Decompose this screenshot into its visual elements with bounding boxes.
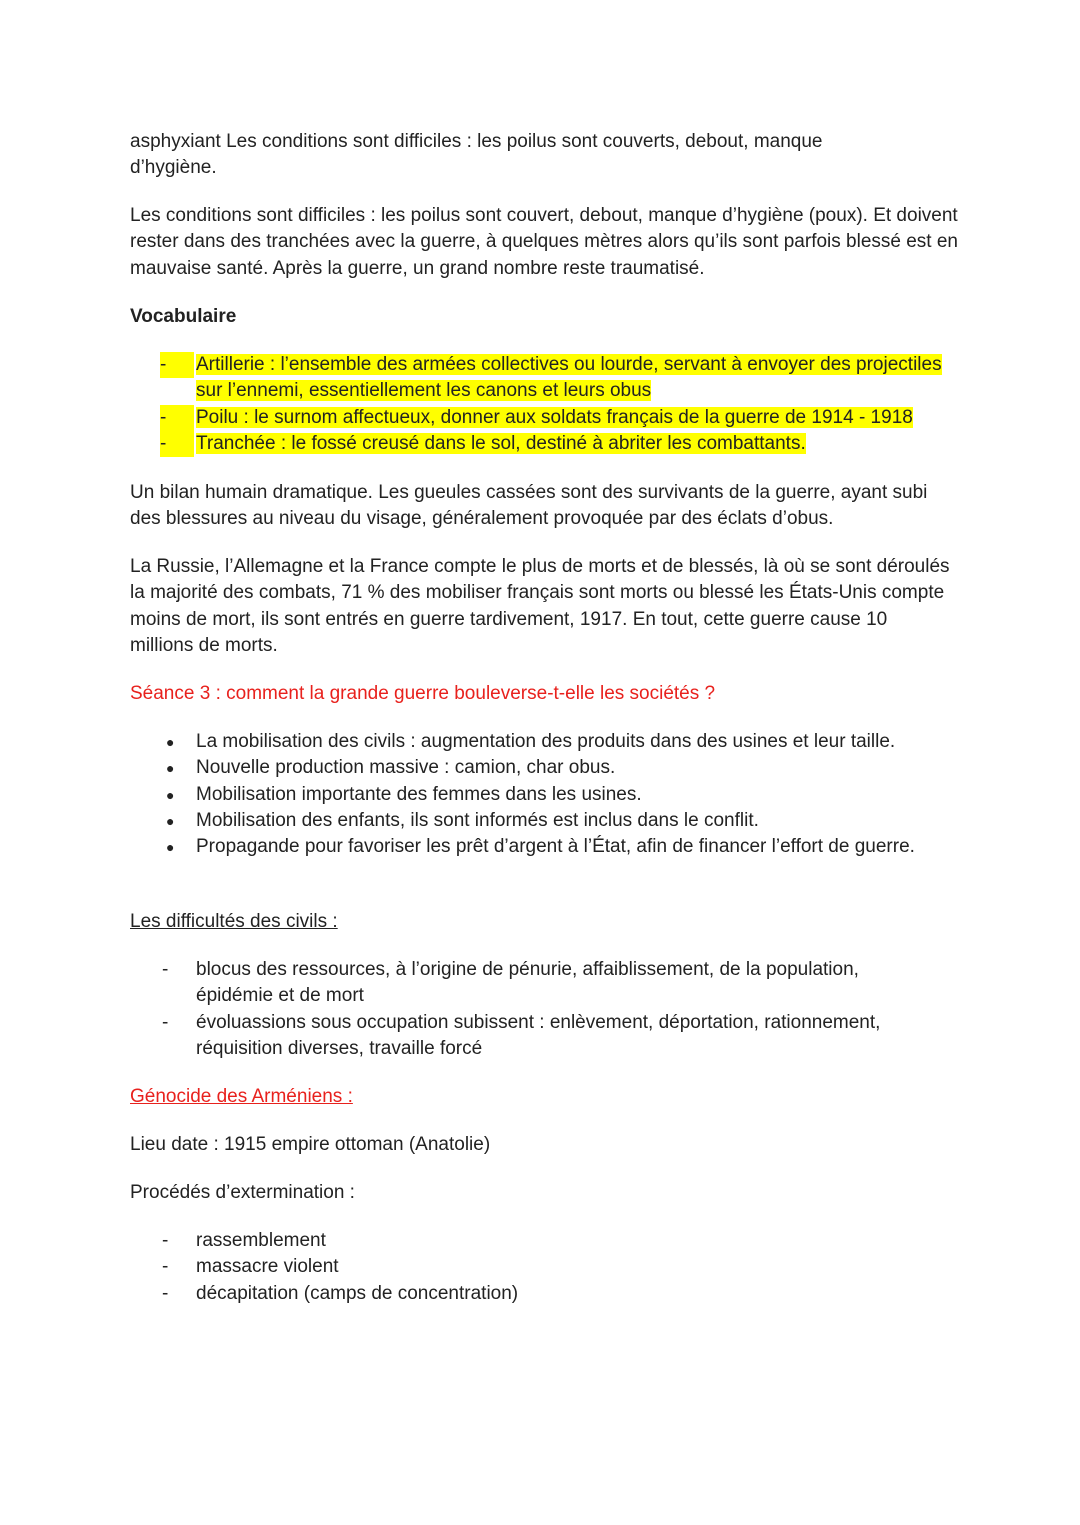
- list-item-text: évoluassions sous occupation subissent : enlèvement, déportation, rationnement, réquisition diverses, travaille forcé: [196, 1011, 881, 1059]
- vocab-artillerie: Artillerie : l’ensemble des armées collectives ou lourde, servant à envoyer des projectiles sur l’ennemi, essentiellement les canons et leurs obus: [196, 354, 942, 402]
- list-item: [130, 834, 930, 860]
- dash-marker: -: [160, 405, 194, 431]
- list-item-text: Mobilisation importante des femmes dans les usines.: [196, 783, 642, 805]
- list-item-text: La mobilisation des civils : augmentation des produits dans des usines et leur taille.: [196, 731, 896, 752]
- dash-marker: -: [162, 1256, 169, 1278]
- procedes-heading: Procédés d’extermination :: [130, 1182, 355, 1203]
- list-item: [130, 1254, 960, 1280]
- seance-heading: Séance 3 : comment la grande guerre bouleverse-t-elle les sociétés ?: [130, 683, 716, 704]
- list-item: [130, 1228, 960, 1254]
- bullet-list: [130, 729, 930, 860]
- bullet-icon: ●: [166, 812, 175, 829]
- list-item: [130, 1281, 960, 1307]
- bullet-icon: ●: [166, 786, 175, 803]
- list-item: [130, 755, 930, 781]
- vocabulary-list: [130, 352, 960, 457]
- list-item: [130, 782, 930, 808]
- procedes-list: [130, 1228, 960, 1307]
- list-item-text: Nouvelle production massive : camion, char obus.: [196, 757, 616, 779]
- bullet-icon: ●: [166, 839, 175, 856]
- dash-marker: -: [162, 1230, 169, 1251]
- difficultes-list: [130, 957, 920, 1062]
- vocab-tranchee: Tranchée : le fossé creusé dans le sol, destiné à abriter les combattants.: [196, 432, 806, 454]
- bullet-icon: ●: [166, 734, 175, 750]
- list-item-text: massacre violent: [196, 1256, 339, 1278]
- list-item: [130, 729, 930, 755]
- list-item: [130, 352, 960, 405]
- vocab-poilu: Poilu : le surnom affectueux, donner aux soldats français de la guerre de 1914 - 1918: [196, 406, 913, 428]
- list-item-text: Mobilisation des enfants, ils sont informés est inclus dans le conflit.: [196, 809, 759, 831]
- paragraph-conditions-1: asphyxiant Les conditions sont difficiles : les poilus sont couverts, debout, manque d’hygiène.: [130, 131, 823, 179]
- list-item: [130, 1010, 920, 1063]
- list-item-text: blocus des ressources, à l’origine de pénurie, affaiblissement, de la population, épidémie et de mort: [196, 959, 859, 1007]
- dash-marker: -: [160, 431, 194, 457]
- dash-marker: -: [160, 352, 194, 378]
- dash-marker: -: [162, 959, 169, 980]
- difficultes-heading: Les difficultés des civils :: [130, 911, 338, 932]
- lieu-date: Lieu date : 1915 empire ottoman (Anatolie): [130, 1134, 491, 1155]
- list-item: [130, 957, 920, 1010]
- paragraph-conditions-2: Les conditions sont difficiles : les poilus sont couvert, debout, manque d’hygiène (poux). Et doivent rester dans des tranchées avec la guerre, à quelques mètres alors qu’ils sont parfois blessé est en mauvaise santé. Après la guerre, un grand nombre reste traumatisé.: [130, 205, 959, 279]
- list-item: [130, 405, 960, 431]
- genocide-heading: Génocide des Arméniens :: [130, 1086, 353, 1107]
- paragraph-bilan: Un bilan humain dramatique. Les gueules cassées sont des survivants de la guerre, ayant subi des blessures au niveau du visage, généralement provoquée par des éclats d’obus.: [130, 482, 928, 530]
- dash-marker: -: [162, 1282, 169, 1304]
- bullet-icon: ●: [166, 760, 175, 777]
- list-item: [130, 808, 930, 834]
- paragraph-russie: La Russie, l’Allemagne et la France compte le plus de morts et de blessés, là où se sont déroulés la majorité des combats, 71 % des mobiliser français sont morts ou blessé les États-Unis compte moins de mort, ils sont entrés en guerre tardivement, 1917. En tout, cette guerre cause 10 millions de morts.: [130, 556, 950, 656]
- list-item-text: Propagande pour favoriser les prêt d’argent à l’État, afin de financer l’effort de guerre.: [196, 836, 915, 858]
- list-item-text: rassemblement: [196, 1230, 326, 1251]
- list-item: [130, 431, 960, 457]
- dash-marker: -: [162, 1011, 169, 1033]
- list-item-text: décapitation (camps de concentration): [196, 1282, 519, 1304]
- vocabulary-heading: Vocabulaire: [130, 306, 237, 327]
